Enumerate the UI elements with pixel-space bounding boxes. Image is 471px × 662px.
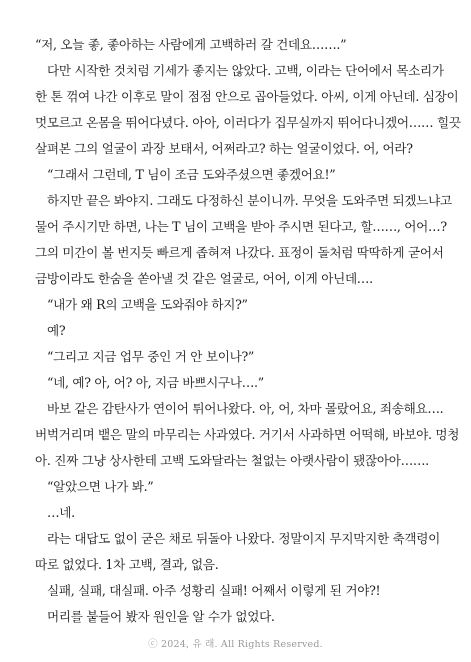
paragraph-line: 라는 대답도 없이 굳은 채로 뒤돌아 나왔다. 정말이지 무지막지한 축객령이 — [47, 531, 440, 546]
paragraph-line: 다만 시작한 것치럼 기세가 좋지는 않았다. 고백, 이라는 단어에서 목소리가 — [47, 63, 444, 78]
dialogue-line: “네, 예? 아, 어? 아, 지금 바쁘시구나….” — [47, 375, 264, 390]
paragraph-line: 실패, 실패, 대실패. 아주 성황리 실패! 어째서 이렇게 된 거야?! — [47, 583, 381, 598]
paragraph-line: 살펴본 그의 얼굴이 과장 보태서, 어쩌라고? 하는 얼굴이었다. 어, 어라? — [35, 141, 413, 156]
paragraph-line: 한 톤 꺾여 나간 이후로 말이 점점 안으로 곱아들었다. 아씨, 이게 아닌데. 심장이 — [35, 89, 459, 104]
dialogue-line: “그리고 지금 업무 중인 거 안 보이나?” — [47, 349, 255, 364]
paragraph-line: 버벅거리며 뱉은 말의 마무리는 사과였다. 거기서 사과하면 어떡해, 바보야. 멍청 — [35, 427, 460, 442]
paragraph-line: 바보 같은 감탄사가 연이어 튀어나왔다. 아, 어, 차마 몰랐어요, 죄송해요…. — [47, 401, 444, 416]
paragraph-line: 물어 주시기만 하면, 나는 T 님이 고백을 받아 주시면 된다고, 할……, 어어…? — [35, 219, 447, 234]
paragraph-line: …네. — [47, 505, 75, 520]
dialogue-line: “그래서 그런데, T 님이 조금 도와주셨으면 좋겠어요!” — [47, 167, 336, 182]
dialogue-line: “저, 오늘 좋, 좋아하는 사람에게 고백하러 갈 건데요…….” — [35, 37, 347, 52]
paragraph-line: 그의 미간이 볼 번지듯 빠르게 좁혀져 나갔다. 표정이 돌처럼 딱딱하게 굳어서 — [35, 245, 444, 260]
paragraph-line: 금방이라도 한숨을 쏟아낼 것 같은 얼굴로, 어어, 이게 아닌데…. — [35, 271, 373, 286]
story-text — [35, 32, 461, 630]
copyright-footer: ⓒ 2024, 유 래. All Rights Reserved. — [148, 639, 323, 650]
paragraph-line: 예? — [47, 323, 66, 338]
dialogue-line: “내가 왜 R의 고백을 도와줘야 하지?” — [47, 297, 248, 312]
paragraph-line: 머리를 붙들어 봤자 원인을 알 수가 없었다. — [47, 609, 275, 624]
paragraph-line: 따로 없었다. 1차 고백, 결과, 없음. — [35, 557, 219, 572]
paragraph-line: 하지만 끝은 봐야지. 그래도 다정하신 분이니까. 무엇을 도와주면 되겠느냐고 — [47, 193, 452, 208]
dialogue-line: “알았으면 나가 봐.” — [47, 479, 154, 494]
paragraph-line: 멋모르고 온몸을 뛰어다녔다. 아아, 이러다가 집무실까지 뛰어다니겠어…… 힐끗 — [35, 115, 461, 130]
paragraph-line: 아. 진짜 그냥 상사한테 고백 도와달라는 철없는 아랫사람이 됐잖아아……. — [35, 453, 429, 468]
